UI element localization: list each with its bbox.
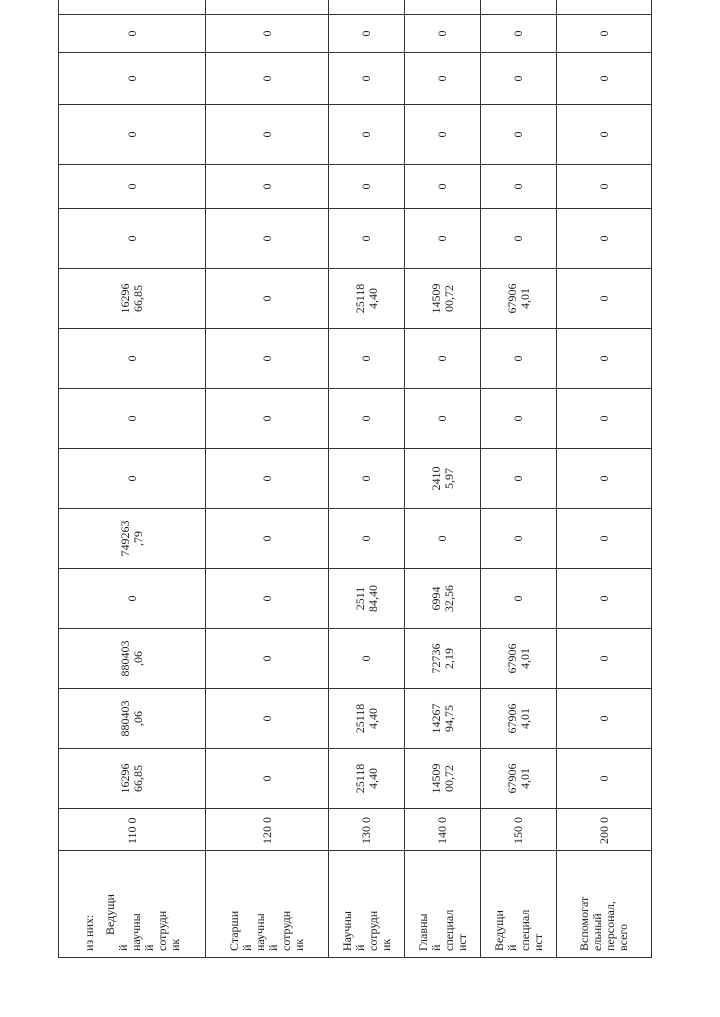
value-cell: 0 — [206, 449, 329, 509]
value-cell: 0 — [206, 269, 329, 329]
value-cell: 0 — [329, 329, 405, 389]
value-cell: 0 — [206, 689, 329, 749]
value-cell: 0 — [557, 629, 652, 689]
value-cell: 749263 ,79 — [59, 509, 206, 569]
row-label-line: Главны — [415, 913, 430, 951]
row-label-line: ик — [167, 938, 182, 951]
value-cell: 0 — [59, 165, 206, 209]
value-cell: 16296 66,85 — [59, 749, 206, 809]
row-label-cell — [59, 851, 206, 958]
value-cell: 0 — [557, 749, 652, 809]
value-cell: 0 — [557, 569, 652, 629]
value-cell: 0 — [557, 105, 652, 165]
value-cell: 0 — [557, 449, 652, 509]
row-label-line: й — [428, 944, 443, 951]
value-cell — [557, 0, 652, 15]
table-row — [329, 0, 405, 958]
value-cell: 0 — [206, 165, 329, 209]
value-cell: 0 — [329, 509, 405, 569]
value-cell: 0 — [481, 329, 557, 389]
row-label-line: й — [240, 944, 254, 951]
table-row — [405, 0, 481, 958]
value-cell: 0 — [329, 389, 405, 449]
row-code-cell: 130 0 — [329, 809, 405, 851]
value-cell: 0 — [557, 269, 652, 329]
value-cell: 0 — [206, 629, 329, 689]
row-label-cell — [557, 851, 652, 958]
value-cell: 67906 4,01 — [481, 749, 557, 809]
value-cell: 0 — [329, 629, 405, 689]
value-cell: 0 — [206, 105, 329, 165]
value-cell — [206, 0, 329, 15]
row-code-cell: 120 0 — [206, 809, 329, 851]
header-prefix: из них: — [81, 914, 96, 951]
row-label-line: ик — [292, 938, 306, 951]
row-label-line: Ведущи — [102, 894, 117, 935]
value-cell: 0 — [405, 329, 481, 389]
row-label-cell — [329, 851, 405, 958]
value-cell: 0 — [59, 449, 206, 509]
value-cell: 0 — [59, 15, 206, 53]
value-cell: 880403 ,06 — [59, 629, 206, 689]
value-cell: 0 — [405, 165, 481, 209]
row-label-line: персонал, — [603, 901, 617, 951]
value-cell: 0 — [481, 105, 557, 165]
value-cell: 14267 94,75 — [405, 689, 481, 749]
row-label-line: ист — [530, 934, 545, 951]
value-cell: 0 — [405, 105, 481, 165]
row-label-line: й — [352, 944, 367, 951]
value-cell: 67906 4,01 — [481, 689, 557, 749]
row-code-cell: 150 0 — [481, 809, 557, 851]
value-cell: 0 — [59, 569, 206, 629]
value-cell: 14509 00,72 — [405, 269, 481, 329]
value-cell: 25118 4,40 — [329, 269, 405, 329]
row-label-line: сотрудн — [154, 910, 169, 951]
row-label-line: Вспомогат — [577, 896, 591, 951]
row-label-cell — [481, 851, 557, 958]
value-cell: 0 — [405, 509, 481, 569]
row-label-line: ист — [454, 934, 469, 951]
value-cell: 0 — [557, 15, 652, 53]
value-cell: 0 — [481, 209, 557, 269]
value-cell: 0 — [481, 15, 557, 53]
value-cell: 25118 4,40 — [329, 689, 405, 749]
value-cell: 0 — [206, 53, 329, 105]
table-row — [481, 0, 557, 958]
value-cell: 0 — [405, 15, 481, 53]
value-cell: 2511 84,40 — [329, 569, 405, 629]
staff-salary-table — [58, 0, 652, 958]
value-cell: 0 — [481, 509, 557, 569]
value-cell: 72736 2,19 — [405, 629, 481, 689]
value-cell: 0 — [557, 53, 652, 105]
row-code-cell: 110 0 — [59, 809, 206, 851]
value-cell: 0 — [405, 53, 481, 105]
value-cell: 6994 32,56 — [405, 569, 481, 629]
rotated-table-container — [58, 30, 650, 958]
value-cell: 0 — [557, 389, 652, 449]
row-label-line: сотрудн — [365, 910, 380, 951]
value-cell: 0 — [329, 15, 405, 53]
row-label-line: всего — [616, 923, 630, 951]
value-cell: 25118 4,40 — [329, 749, 405, 809]
value-cell: 0 — [206, 569, 329, 629]
row-code-cell: 200 0 — [557, 809, 652, 851]
value-cell: 0 — [206, 209, 329, 269]
value-cell: 0 — [206, 329, 329, 389]
value-cell: 0 — [59, 329, 206, 389]
value-cell: 14509 00,72 — [405, 749, 481, 809]
value-cell: 0 — [59, 105, 206, 165]
table-row — [59, 0, 206, 958]
value-cell: 0 — [557, 165, 652, 209]
row-label-line: сотрудн — [279, 910, 293, 951]
table-row — [206, 0, 329, 958]
value-cell: 0 — [59, 53, 206, 105]
row-label-line: ельный — [590, 913, 604, 951]
value-cell: 0 — [405, 209, 481, 269]
row-label-line: й — [141, 944, 156, 951]
table-row — [557, 0, 652, 958]
row-label-cell — [405, 851, 481, 958]
value-cell: 0 — [481, 569, 557, 629]
row-label-line: ик — [378, 938, 393, 951]
value-cell: 0 — [206, 509, 329, 569]
row-label-line: специал — [441, 909, 456, 951]
value-cell: 0 — [405, 389, 481, 449]
value-cell: 0 — [329, 53, 405, 105]
value-cell: 0 — [59, 209, 206, 269]
row-label-line: Научны — [339, 911, 354, 951]
row-label-cell — [206, 851, 329, 958]
row-label-line: Старши — [227, 910, 241, 951]
row-label-line: научны — [128, 913, 143, 951]
value-cell: 0 — [59, 389, 206, 449]
row-label-line: й — [115, 944, 130, 951]
row-label-line: научны — [253, 913, 267, 951]
value-cell: 0 — [329, 165, 405, 209]
value-cell: 0 — [557, 689, 652, 749]
row-label-line: й — [266, 944, 280, 951]
value-cell: 0 — [206, 389, 329, 449]
value-cell: 2410 5,97 — [405, 449, 481, 509]
value-cell: 67906 4,01 — [481, 629, 557, 689]
value-cell: 0 — [329, 449, 405, 509]
value-cell: 0 — [481, 165, 557, 209]
value-cell: 0 — [329, 209, 405, 269]
value-cell: 67906 4,01 — [481, 269, 557, 329]
row-label-line: й — [504, 944, 519, 951]
row-label-line: Ведущи — [491, 910, 506, 951]
row-label-line: специал — [517, 909, 532, 951]
value-cell: 0 — [557, 209, 652, 269]
value-cell: 880403 ,06 — [59, 689, 206, 749]
value-cell: 0 — [329, 105, 405, 165]
value-cell: 0 — [557, 329, 652, 389]
value-cell: 0 — [206, 15, 329, 53]
value-cell: 0 — [206, 749, 329, 809]
value-cell: 0 — [557, 509, 652, 569]
value-cell: 0 — [481, 449, 557, 509]
value-cell: 0 — [481, 389, 557, 449]
value-cell — [481, 0, 557, 15]
value-cell — [59, 0, 206, 15]
value-cell: 16296 66,85 — [59, 269, 206, 329]
value-cell: 0 — [481, 53, 557, 105]
value-cell — [329, 0, 405, 15]
row-code-cell: 140 0 — [405, 809, 481, 851]
value-cell — [405, 0, 481, 15]
